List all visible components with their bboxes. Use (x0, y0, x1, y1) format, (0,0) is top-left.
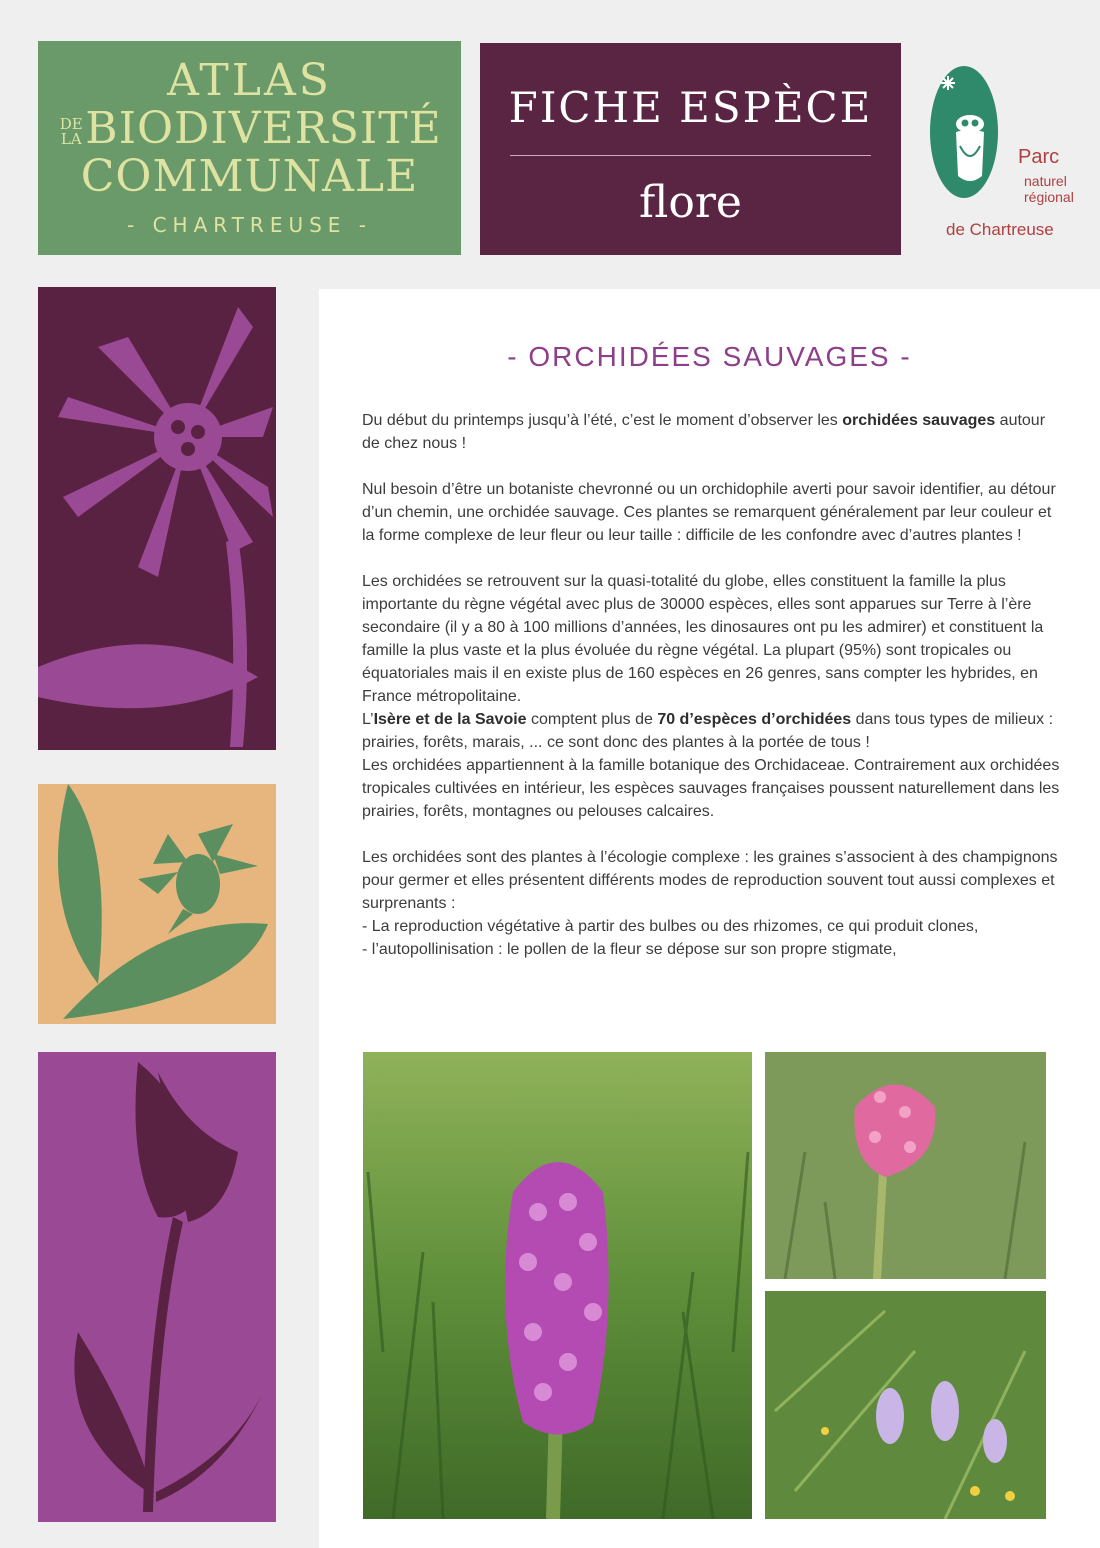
paragraph-identification: Nul besoin d’être un botaniste chevronné ou un orchidophile averti pour savoir identifier, au détour d’un chemin, une orchidée sauvage. Ces plantes se remarquent généralement par leur couleur et la forme complexe de leur fleur ou leur taille : difficile de les confondre avec d’autres plantes ! (362, 481, 1056, 544)
logo-de-chartreuse: de Chartreuse (946, 220, 1054, 239)
logo-naturel-regional: naturel régional (1024, 173, 1074, 205)
paragraph-orchidaceae: Les orchidées appartiennent à la famille botanique des Orchidaceae. Contrairement aux orchidées tropicales cultivées en intérieur, les espèces sauvages françaises poussent naturellement dans les prairies, forêts, montagnes ou pelouses calcaires. (362, 757, 1060, 820)
paragraph-world: Les orchidées se retrouvent sur la quasi-totalité du globe, elles constituent la famille la plus importante du règne végétal avec plus de 30000 espèces, elles sont apparues sur Terre à l’ère secondaire (il y a 80 à 100 millions d’années, les dinosaures ont pu les admirer) et constituent la famille la plus vaste et la plus évoluée du règne végétal. La plupart (95%) sont tropicales ou équatoriales mais il en existe plus de 160 espèces en 26 genres, sans compter les hybrides, en France métropolitaine. (362, 573, 1044, 705)
atlas-de-la: DE LA (59, 114, 83, 148)
paragraph-ecology: Les orchidées sont des plantes à l’écologie complexe : les graines s’associent à des champignons pour germer et elles présentent différents modes de reproduction souvent tout aussi complexes et surprenants : (362, 849, 1058, 912)
list-item-vegetative: - La reproduction végétative à partir des bulbes ou des rhizomes, ce qui produit clones, (362, 918, 979, 935)
ladys-slipper-illustration (38, 784, 276, 1024)
atlas-title-line1: ATLAS (167, 55, 332, 106)
page-title: - ORCHIDÉES SAUVAGES - (507, 341, 912, 372)
atlas-block (38, 41, 461, 255)
article-body (362, 409, 1062, 961)
fiche-divider (510, 155, 871, 156)
park-logo (930, 62, 1074, 247)
fiche-category: flore (639, 177, 742, 228)
edelweiss-illustration (38, 287, 276, 750)
list-item-autopollination: - l’autopollinisation : le pollen de la fleur se dépose sur son propre stigmate, (362, 941, 897, 958)
paragraph-isere-savoie: L’Isère et de la Savoie comptent plus de 70 d’espèces d’orchidées dans tous types de milieux : prairies, forêts, marais, ... ce sont donc des plantes à la portée de tous ! (362, 711, 1054, 751)
content-panel (319, 289, 1100, 1548)
tulip-illustration (38, 1052, 276, 1522)
photo-dactylorhiza-orchids (765, 1291, 1046, 1519)
atlas-title-line3: COMMUNALE (80, 151, 419, 202)
atlas-subtitle: - CHARTREUSE - (127, 213, 372, 237)
fiche-title: FICHE ESPÈCE (508, 83, 873, 132)
logo-parc: Parc (1018, 146, 1060, 168)
owl-park-logo-icon (930, 66, 998, 198)
atlas-title-line2: DE LABIODIVERSITÉ (38, 103, 461, 154)
paragraph-intro: Du début du printemps jusqu’à l’été, c’est le moment d’observer les orchidées sauvages autour de chez nous ! (362, 412, 1046, 452)
photo-nigritella-orchid (765, 1052, 1046, 1279)
fiche-espece-block (480, 43, 901, 255)
photo-pyramidal-orchid (363, 1052, 752, 1519)
